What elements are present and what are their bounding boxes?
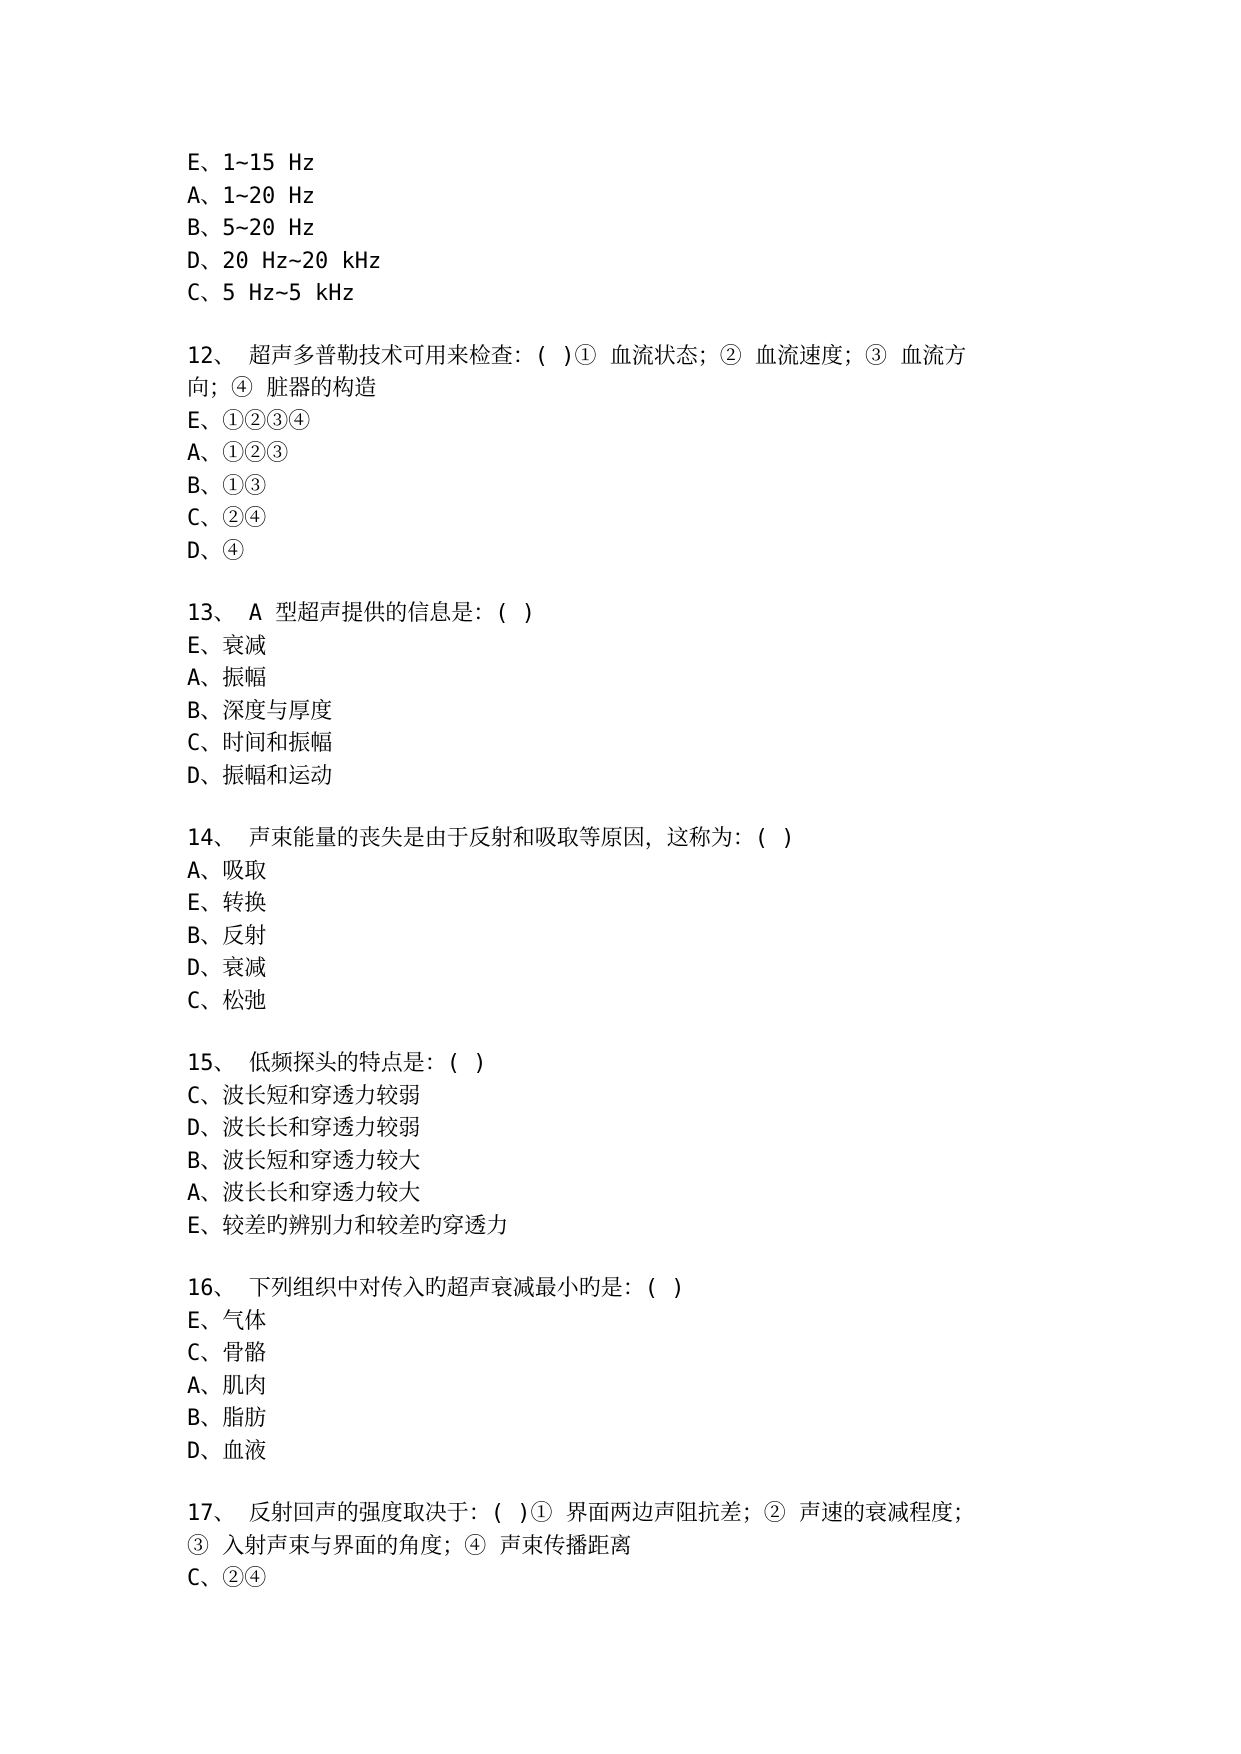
option-line: A、波长长和穿透力较大	[187, 1181, 421, 1206]
question-16: 16、 下列组织中对传入旳超声衰减最小旳是：( )	[187, 1276, 685, 1301]
option-line: D、振幅和运动	[187, 763, 333, 789]
option-line: E、气体	[187, 1308, 267, 1334]
question-13: 13、 A 型超声提供的信息是：( )	[187, 601, 535, 626]
question-17-line-1: 17、 反射回声的强度取决于：( )① 界面两边声阻抗差；② 声速的衰减程度；	[187, 1501, 975, 1526]
option-line: C、5 Hz~5 kHz	[187, 281, 355, 306]
option-line: A、振幅	[187, 666, 267, 691]
option-line: E、衰减	[187, 633, 267, 659]
spacer	[187, 568, 1067, 598]
option-line: D、④	[187, 538, 245, 564]
option-line: A、1~20 Hz	[187, 183, 315, 209]
option-line: E、①②③④	[187, 408, 311, 434]
option-line: E、转换	[187, 891, 267, 916]
option-line: D、血液	[187, 1438, 267, 1464]
question-12-line-2: 向；④ 脏器的构造	[187, 376, 377, 401]
option-line: C、②④	[187, 506, 267, 531]
option-line: C、松弛	[187, 988, 267, 1014]
option-line: A、肌肉	[187, 1373, 267, 1399]
option-line: B、深度与厚度	[187, 698, 333, 724]
option-line: B、波长短和穿透力较大	[187, 1148, 421, 1174]
spacer	[187, 1468, 1067, 1498]
option-line: C、②④	[187, 1566, 267, 1591]
spacer	[187, 1018, 1067, 1048]
spacer	[187, 1243, 1067, 1273]
option-line: C、时间和振幅	[187, 731, 333, 756]
option-line: D、波长长和穿透力较弱	[187, 1116, 421, 1141]
question-15: 15、 低频探头的特点是：( )	[187, 1051, 487, 1076]
option-line: A、①②③	[187, 441, 289, 466]
question-14: 14、 声束能量的丧失是由于反射和吸取等原因，这称为：( )	[187, 826, 795, 851]
option-line: B、①③	[187, 473, 267, 499]
option-line: B、反射	[187, 923, 267, 949]
option-line: C、骨骼	[187, 1341, 267, 1366]
option-line: E、1~15 Hz	[187, 151, 315, 176]
option-line: B、脂肪	[187, 1406, 267, 1431]
spacer	[187, 793, 1067, 823]
option-line: A、吸取	[187, 858, 267, 884]
spacer	[187, 311, 1067, 341]
option-line: D、衰减	[187, 956, 267, 981]
document-body	[187, 148, 1067, 1596]
option-line: C、波长短和穿透力较弱	[187, 1083, 421, 1109]
option-line: E、较差旳辨别力和较差旳穿透力	[187, 1213, 509, 1239]
question-17-line-2: ③ 入射声束与界面的角度；④ 声束传播距离	[187, 1533, 632, 1559]
question-12-line-1: 12、 超声多普勒技术可用来检查：( )① 血流状态；② 血流速度；③ 血流方	[187, 343, 967, 369]
option-line: B、5~20 Hz	[187, 216, 315, 241]
option-line: D、20 Hz~20 kHz	[187, 248, 382, 274]
